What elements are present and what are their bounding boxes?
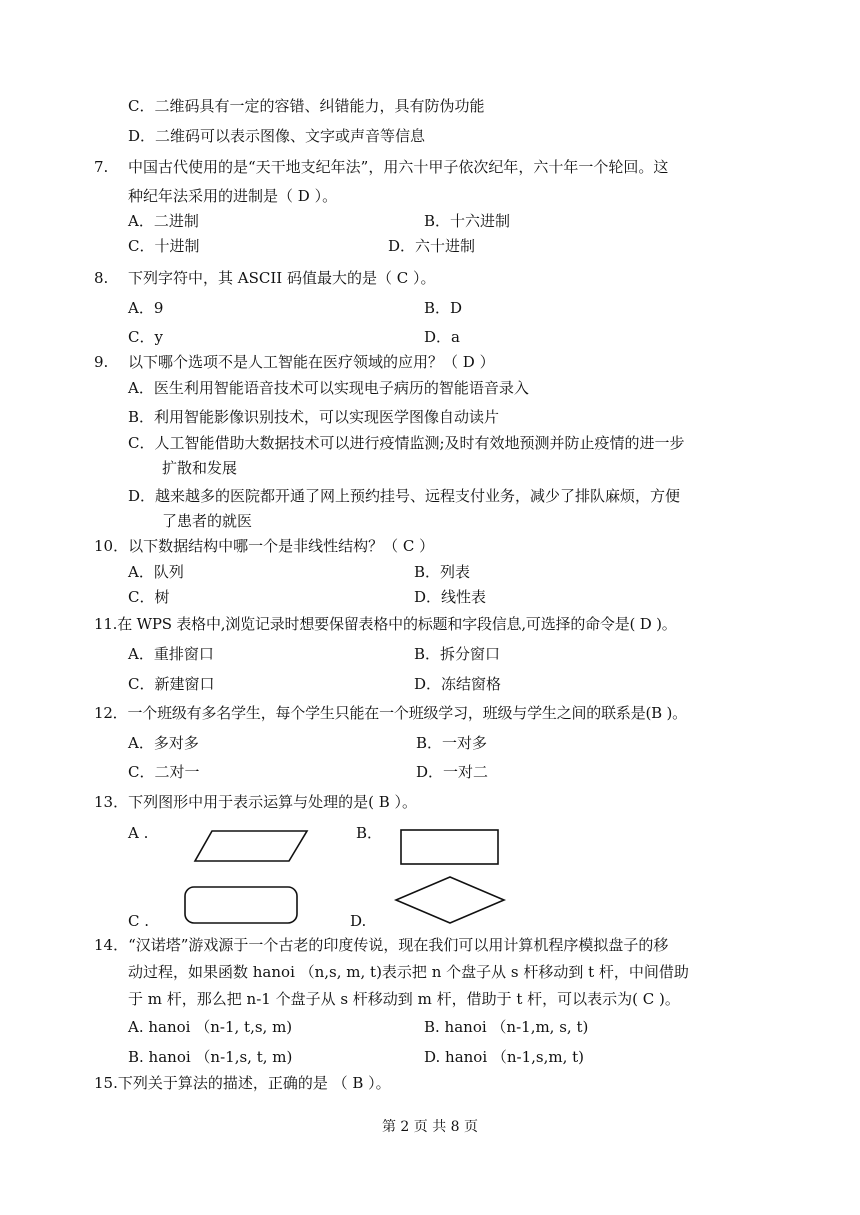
- q13-option-a-label: A .: [128, 824, 149, 842]
- q14-option-c: B. hanoi （n-1,s, t, m): [128, 1048, 293, 1066]
- q7-stem-line2: 种纪年法采用的进制是（ D ）。: [128, 187, 338, 205]
- q9-stem: 以下哪个选项不是人工智能在医疗领域的应用？（ D ）: [128, 353, 495, 371]
- q9-option-c-line2: 扩散和发展: [162, 459, 238, 477]
- q7-option-d: D．六十进制: [388, 237, 476, 255]
- q14-option-d: D. hanoi （n-1,s,m, t): [424, 1048, 585, 1066]
- q9-number: 9.: [94, 353, 109, 371]
- q12-option-c: C．二对一: [128, 763, 200, 781]
- q14-option-a: A. hanoi （n-1, t,s, m): [128, 1018, 293, 1036]
- q8-option-b: B．D: [424, 299, 463, 317]
- q14-stem-line3: 于 m 杆，那么把 n-1 个盘子从 s 杆移动到 m 杆，借助于 t 杆，可以表示为( C )。: [128, 990, 680, 1008]
- parallelogram-shape: [192, 828, 310, 864]
- q11-option-b: B．拆分窗口: [414, 645, 501, 663]
- q13-option-b-label: B．: [356, 824, 383, 842]
- q11-stem: 11.在 WPS 表格中,浏览记录时想要保留表格中的标题和字段信息,可选择的命令是( D )。: [94, 615, 677, 633]
- q7-option-c: C．十进制: [128, 237, 200, 255]
- q7-option-b: B．十六进制: [424, 212, 511, 230]
- q12-option-a: A．多对多: [128, 734, 199, 752]
- q11-option-d: D．冻结窗格: [414, 675, 502, 693]
- q14-stem-line1: 14．“汉诺塔”游戏源于一个古老的印度传说，现在我们可以用计算机程序模拟盘子的移: [94, 936, 669, 954]
- page-footer: 第 2 页 共 8 页: [381, 1119, 479, 1135]
- q8-number: 8.: [94, 269, 109, 287]
- q13-option-d-label: D.: [350, 912, 367, 930]
- q7-option-a: A．二进制: [128, 212, 199, 230]
- diamond-shape: [393, 874, 507, 926]
- rectangle-shape: [398, 827, 502, 867]
- q10-stem: 10．以下数据结构中哪一个是非线性结构？（ C ）: [94, 537, 435, 555]
- q8-stem: 下列字符中，其 ASCII 码值最大的是（ C ）。: [128, 269, 436, 287]
- q7-stem-line1: 中国古代使用的是“天干地支纪年法”，用六十甲子依次纪年，六十年一个轮回。这: [128, 158, 669, 176]
- q13-option-c-label: C .: [128, 912, 150, 930]
- q10-option-c: C．树: [128, 588, 170, 606]
- q13-stem: 13．下列图形中用于表示运算与处理的是( B ）。: [94, 793, 418, 811]
- q10-option-a: A．队列: [128, 563, 184, 581]
- rounded-rectangle-shape: [182, 884, 300, 926]
- q9-option-d-line1: D．越来越多的医院都开通了网上预约挂号、远程支付业务，减少了排队麻烦，方便: [128, 487, 681, 505]
- q9-option-c-line1: C．人工智能借助大数据技术可以进行疫情监测;及时有效地预测并防止疫情的进一步: [128, 434, 685, 452]
- q6-option-d: D．二维码可以表示图像、文字或声音等信息: [128, 127, 426, 145]
- q7-number: 7.: [94, 158, 109, 176]
- q11-option-c: C．新建窗口: [128, 675, 215, 693]
- q14-option-b: B. hanoi （n-1,m, s, t): [424, 1018, 589, 1036]
- q9-option-b: B．利用智能影像识别技术，可以实现医学图像自动读片: [128, 408, 500, 426]
- q9-option-d-line2: 了患者的就医: [162, 512, 253, 530]
- q10-option-d: D．线性表: [414, 588, 487, 606]
- q14-stem-line2: 动过程，如果函数 hanoi （n,s, m, t)表示把 n 个盘子从 s 杆移动到 t 杆，中间借助: [128, 963, 689, 981]
- q15-stem: 15.下列关于算法的描述，正确的是 （ B ）。: [94, 1074, 391, 1092]
- q12-stem: 12．一个班级有多名学生，每个学生只能在一个班级学习，班级与学生之间的联系是(B )。: [94, 704, 687, 722]
- q12-option-d: D．一对二: [416, 763, 489, 781]
- q12-option-b: B．一对多: [416, 734, 488, 752]
- q6-option-c: C．二维码具有一定的容错、纠错能力，具有防伪功能: [128, 97, 485, 115]
- q8-option-d: D．a: [424, 328, 460, 346]
- q8-option-a: A．9: [128, 299, 164, 317]
- q9-option-a: A．医生利用智能语音技术可以实现电子病历的智能语音录入: [128, 379, 529, 397]
- q11-option-a: A．重排窗口: [128, 645, 214, 663]
- q8-option-c: C．y: [128, 328, 163, 346]
- q10-option-b: B．列表: [414, 563, 471, 581]
